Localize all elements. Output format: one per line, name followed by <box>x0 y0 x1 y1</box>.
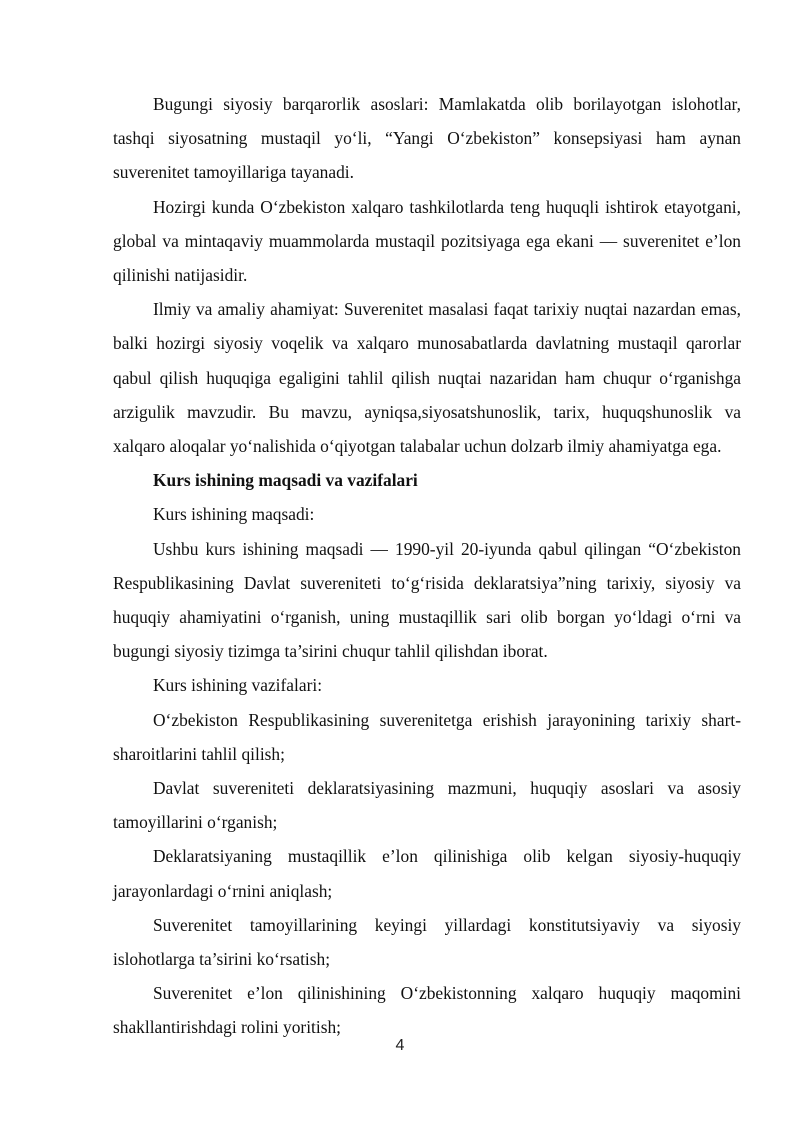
paragraph-political-stability: Bugungi siyosiy barqarorlik asoslari: Mamlakatda olib borilayotgan islohotlar, tashqi siyosatning mustaqil yo‘li, “Yangi O‘zbekiston” konsepsiyasi ham aynan suverenitet tamoyillariga tayanadi. <box>113 94 741 183</box>
task-item-5: Suverenitet e’lon qilinishining O‘zbekistonning xalqaro huquqiy maqomini shakllantirishdagi rolini yoritish; <box>113 983 741 1038</box>
task-item-4: Suverenitet tamoyillarining keyingi yillardagi konstitutsiyaviy va siyosiy islohotlarga ta’sirini ko‘rsatish; <box>113 914 741 970</box>
task-item-1: O‘zbekiston Respublikasining suverenitetga erishish jarayonining tarixiy shart-sharoitlarini tahlil qilish; <box>113 709 741 764</box>
paragraph-international-participation: Hozirgi kunda O‘zbekiston xalqaro tashkilotlarda teng huquqli ishtirok etayotgani, global va mintaqaviy muammolarda mustaqil pozitsiyaga ega ekani — suverenitet e’lon qilinishi natijasidir. <box>113 196 741 286</box>
goal-label: Kurs ishining maqsadi: <box>153 504 315 525</box>
tasks-label: Kurs ishining vazifalari: <box>153 675 323 696</box>
section-heading-goals-tasks: Kurs ishining maqsadi va vazifalari <box>153 470 418 491</box>
task-item-2: Davlat suvereniteti deklaratsiyasining mazmuni, huquqiy asoslari va asosiy tamoyillarini o‘rganish; <box>113 778 741 833</box>
paragraph-goal: Ushbu kurs ishining maqsadi — 1990-yil 20-iyunda qabul qilingan “O‘zbekiston Respublikasining Davlat suvereniteti to‘g‘risida deklaratsiya”ning tarixiy, siyosiy va huquqiy ahamiyatini o‘rganish, uning mustaqillik sari olib borgan yo‘ldagi o‘rni va bugungi siyosiy tizimga ta’sirini chuqur tahlil qilishdan iborat. <box>113 538 741 662</box>
document-body <box>113 87 741 1045</box>
task-item-3: Deklaratsiyaning mustaqillik e’lon qilinishiga olib kelgan siyosiy-huquqiy jarayonlardagi o‘rnini aniqlash; <box>113 846 741 901</box>
page-number: 4 <box>395 1037 405 1054</box>
paragraph-scientific-significance: Ilmiy va amaliy ahamiyat: Suverenitet masalasi faqat tarixiy nuqtai nazardan emas, balki hozirgi siyosiy voqelik va xalqaro munosabatlarda davlatning mustaqil qarorlar qabul qilish huquqiga egaligini tahlil qilish nuqtai nazaridan ham chuqur o‘rganishga arzigulik mavzudir. Bu mavzu, ayniqsa,siyosatshunoslik, tarix, huquqshunoslik va xalqaro aloqalar yo‘nalishida o‘qiyotgan talabalar uchun dolzarb ilmiy ahamiyatga ega. <box>113 299 741 457</box>
